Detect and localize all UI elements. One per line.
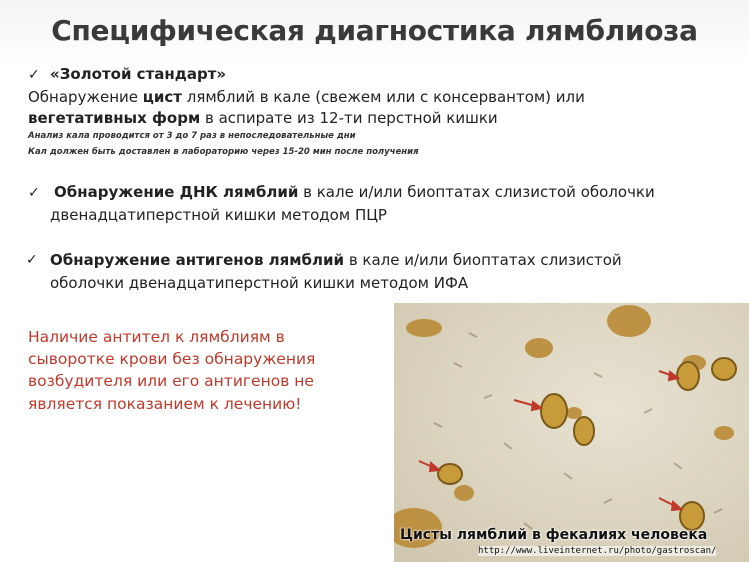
page-title: Специфическая диагностика лямблиоза — [51, 14, 698, 47]
gold-note-1: Анализ кала проводится от 3 до 7 раз в непоследовательные дни — [28, 131, 356, 141]
check-icon: ✓ — [28, 67, 40, 83]
photo-url: http://www.liveinternet.ru/photo/gastroscan/ — [478, 546, 717, 556]
gold-line-2-b: в аспирате из 12-ти перстной кишки — [200, 109, 498, 127]
warning-line-1: Наличие антител к лямблиям в — [28, 328, 285, 346]
dna-bold: Обнаружение ДНК лямблий — [54, 183, 299, 201]
gold-line-1-a: Обнаружение — [28, 88, 143, 106]
warning-line-3: возбудителя или его антигенов не — [28, 372, 314, 390]
gold-line-2-a: вегетативных форм — [28, 109, 201, 127]
check-icon: ✓ — [28, 185, 40, 201]
check-icon: ✓ — [26, 252, 38, 268]
antigen-line-2: оболочки двенадцатиперстной кишки методом ИФА — [50, 274, 469, 292]
warning-line-2: сыворотке крови без обнаружения — [28, 350, 316, 368]
antigen-rest: в кале и/или биоптатах слизистой — [344, 251, 622, 269]
microscope-image — [394, 303, 749, 562]
microscope-photo — [394, 303, 749, 562]
dna-rest: в кале и/или биоптатах слизистой оболочки — [298, 183, 655, 201]
antigen-line-1 — [50, 251, 622, 269]
gold-line-1-b: цист — [142, 88, 182, 106]
gold-line-2 — [28, 109, 498, 127]
gold-note-2: Кал должен быть доставлен в лабораторию через 15-20 мин после получения — [28, 147, 419, 157]
photo-caption: Цисты лямблий в фекалиях человека — [400, 527, 708, 543]
warning-line-4: является показанием к лечению! — [28, 395, 302, 413]
dna-line-1 — [54, 183, 655, 201]
dna-line-2: двенадцатиперстной кишки методом ПЦР — [50, 206, 387, 224]
gold-line-1 — [28, 88, 585, 106]
antigen-bold: Обнаружение антигенов лямблий — [50, 251, 345, 269]
gold-line-1-c: лямблий в кале (свежем или с консервантом) или — [181, 88, 585, 106]
gold-standard-heading: «Золотой стандарт» — [50, 65, 227, 83]
